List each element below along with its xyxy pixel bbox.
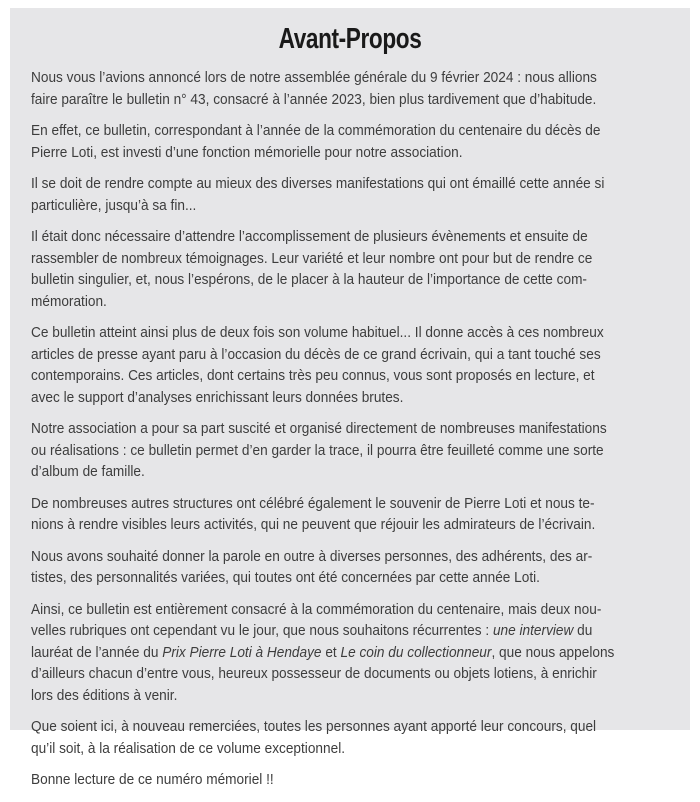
text-line: Notre association a pour sa part suscité et organisé directement de nombreuses manifestations: [31, 421, 607, 437]
text-line: En effet, ce bulletin, correspondant à l’année de la commémoration du centenaire du décès de: [31, 123, 601, 139]
foreword-body: [31, 68, 681, 802]
text-line: mémoration.: [31, 293, 107, 310]
text-line: faire paraître le bulletin n° 43, consacré à l’année 2023, bien plus tardivement que d’habitude.: [31, 91, 597, 108]
text-line: [31, 664, 639, 686]
text-run: lors des éditions à venir.: [31, 687, 178, 704]
paragraph-2: [31, 121, 639, 164]
paragraph-9: [31, 600, 639, 708]
text-line: rassembler de nombreux témoignages. Leur variété et leur nombre ont pour but de rendre ce: [31, 250, 593, 267]
paragraph-3: [31, 174, 639, 217]
text-run: , que nous appelons: [491, 644, 615, 661]
paragraph-8: [31, 547, 639, 590]
italic-title-une-interview: une interview: [492, 623, 574, 639]
text-line: Pierre Loti, est investi d’une fonction mémorielle pour notre association.: [31, 144, 463, 161]
paragraph-1: [31, 68, 639, 111]
text-line: [31, 600, 639, 622]
text-line: Nous avons souhaité donner la parole en outre à diverses personnes, des adhérents, des ar-: [31, 548, 593, 565]
text-line: De nombreuses autres structures ont célébré également le souvenir de Pierre Loti et nous te-: [31, 495, 595, 512]
text-line: [31, 686, 639, 708]
paragraph-4: [31, 227, 639, 313]
text-line: Nous vous l’avions annoncé lors de notre assemblée générale du 9 février 2024 : nous allions: [31, 70, 597, 86]
paragraph-5: [31, 323, 639, 409]
text-line: nions à rendre visibles leurs activités, qui ne peuvent que réjouir les admirateurs de l’écrivain.: [31, 517, 596, 533]
text-line: Il se doit de rendre compte au mieux des diverses manifestations qui ont émaillé cette année si: [31, 176, 605, 192]
text-line: tistes, des personnalités variées, qui toutes ont été concernées par cette année Loti.: [31, 570, 540, 586]
italic-title-coin-du-collectionneur: Le coin du collectionneur: [340, 644, 492, 661]
paragraph-7: [31, 494, 639, 537]
text-line: [31, 643, 639, 665]
text-run: Ainsi, ce bulletin est entièrement consacré à la commémoration du centenaire, mais deux nou-: [31, 601, 602, 618]
text-run: du: [573, 623, 593, 639]
text-line: ou réalisations : ce bulletin permet d’en garder la trace, il pourra être feuilleté comme une sorte: [31, 442, 604, 459]
text-run: lauréat de l’année du: [31, 644, 163, 661]
foreword-panel: [10, 8, 690, 788]
text-line: contemporains. Ces articles, dont certains très peu connus, vous sont proposés en lecture, et: [31, 368, 595, 384]
text-line: Il était donc nécessaire d’attendre l’accomplissement de plusieurs évènements et ensuite de: [31, 229, 588, 245]
text-line: [31, 621, 639, 643]
page-title: Avant-Propos: [278, 23, 422, 55]
paragraph-6: [31, 419, 639, 484]
text-line: avec le support d’analyses enrichissant leurs données brutes.: [31, 389, 404, 406]
text-line: Que soient ici, à nouveau remerciées, toutes les personnes ayant apporté leur concours, quel: [31, 719, 597, 735]
paragraph-11-closing: [31, 770, 639, 792]
text-line: bulletin singulier, et, nous l’espérons, de le placer à la hauteur de l’importance de cette com-: [31, 272, 587, 288]
text-run: velles rubriques ont cependant vu le jour, que nous souhaitons récurrentes :: [31, 623, 493, 639]
text-run: et: [321, 644, 341, 661]
text-line: Bonne lecture de ce numéro mémoriel !!: [31, 772, 274, 788]
text-line: d’album de famille.: [31, 464, 145, 480]
paragraph-10: [31, 717, 639, 760]
text-line: qu’il soit, à la réalisation de ce volume exceptionnel.: [31, 740, 346, 757]
text-run: d’ailleurs chacun d’entre vous, heureux possesseur de documents ou objets lotiens, à enrichir: [31, 666, 597, 682]
text-line: articles de presse ayant paru à l’occasion du décès de ce grand écrivain, qui a tant touché ses: [31, 346, 601, 363]
italic-title-prix-pierre-loti: Prix Pierre Loti à Hendaye: [162, 644, 322, 661]
text-line: Ce bulletin atteint ainsi plus de deux fois son volume habituel... Il donne accès à ces nombreux: [31, 325, 604, 341]
text-line: particulière, jusqu’à sa fin...: [31, 197, 197, 214]
